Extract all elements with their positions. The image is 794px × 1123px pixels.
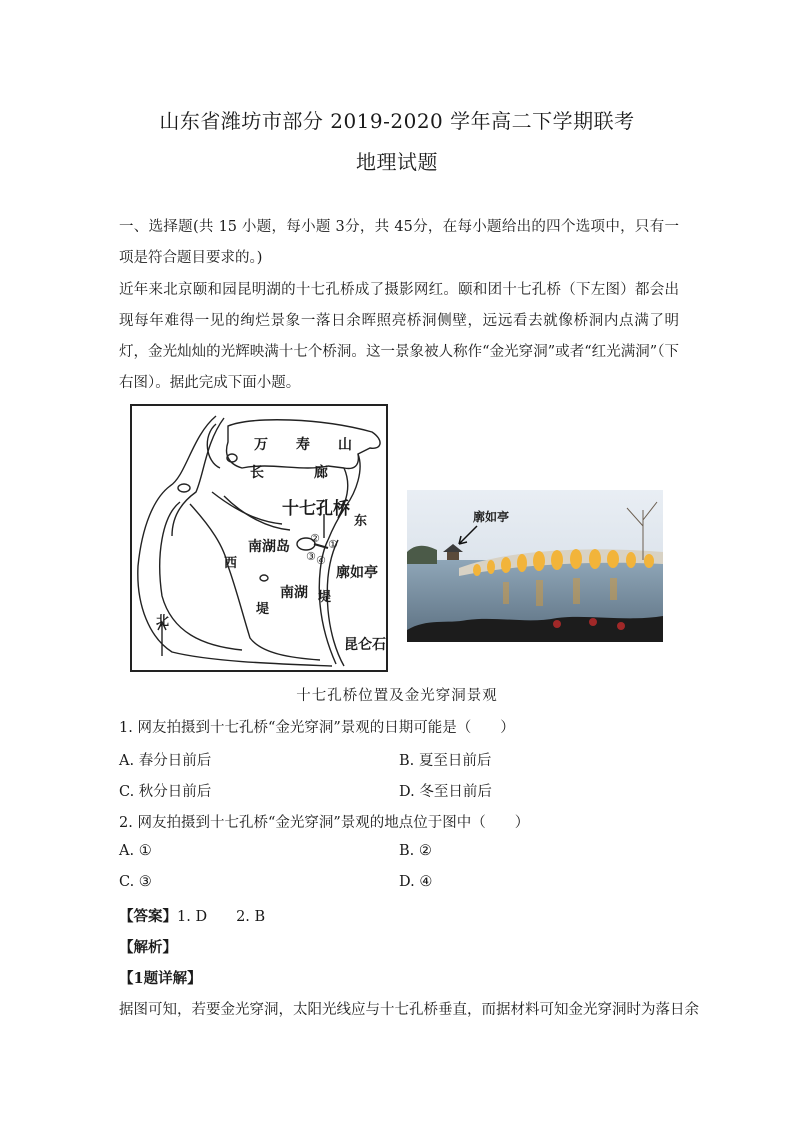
section-heading: 一、选择题(共 15 小题，每小题 3分，共 45分，在每小题给出的四个选项中，只有一项是符合题目要求的。) bbox=[119, 219, 679, 266]
answer-label: 【答案】 bbox=[119, 908, 177, 925]
page-title: 山东省潍坊市部分 2019-2020 学年高二下学期联考 bbox=[159, 109, 635, 133]
map-label-wan: 万 bbox=[254, 437, 268, 453]
bridge-photo-drawing bbox=[407, 490, 663, 642]
map-label-shou: 寿 bbox=[296, 437, 310, 453]
map-label-dong: 东 bbox=[354, 514, 368, 529]
north-label: 北 bbox=[156, 614, 170, 629]
question-1-option-d: D. 冬至日前后 bbox=[399, 784, 492, 800]
map-label-kunlunshi: 昆仑石 bbox=[344, 637, 386, 653]
question-1-option-c: C. 秋分日前后 bbox=[119, 784, 212, 800]
analysis-label: 【解析】 bbox=[119, 939, 177, 956]
intro-paragraph: 近年来北京颐和园昆明湖的十七孔桥成了摄影网红。颐和团十七孔桥（下左图）都会出现每年难得一见的绚烂景象一落日余晖照亮桥洞侧壁，远远看去就像桥洞内点满了明灯，金光灿灿的光辉映满十七个桥洞。这一景象被人称作“金光穿洞”或者“红光满洞”（下右图）。据此完成下面小题。 bbox=[119, 282, 679, 391]
marker-4: ④ bbox=[316, 554, 326, 567]
map-label-shan: 山 bbox=[338, 437, 352, 453]
marker-2: ② bbox=[310, 532, 320, 545]
map-label-nanhu: 南湖 bbox=[280, 585, 308, 601]
question-1-option-b: B. 夏至日前后 bbox=[399, 753, 492, 769]
question-2-option-d: D. ④ bbox=[399, 874, 433, 890]
question-2-option-b: B. ② bbox=[399, 843, 432, 859]
question-2-option-c: C. ③ bbox=[119, 874, 152, 890]
map-label-xi: 西 bbox=[224, 556, 238, 571]
figure-caption: 十七孔桥位置及金光穿洞景观 bbox=[296, 688, 498, 704]
analysis-sub-label: 【1题详解】 bbox=[119, 970, 202, 987]
question-2-option-a: A. ① bbox=[119, 843, 152, 859]
question-2-stem: 2. 网友拍摄到十七孔桥“金光穿洞”景观的地点位于图中（ ） bbox=[119, 815, 530, 831]
marker-3: ③ bbox=[306, 550, 316, 563]
analysis-text: 据图可知，若要金光穿洞，太阳光线应与十七孔桥垂直，而据材料可知金光穿洞时为落日余 bbox=[119, 1002, 699, 1018]
golden-light-photo bbox=[407, 490, 663, 642]
map-label-bridge: 十七孔桥 bbox=[282, 499, 350, 519]
map-label-nanhudao: 南湖岛 bbox=[248, 539, 290, 555]
answer-text: 1. D 2. B bbox=[177, 909, 266, 925]
map-label-di-west: 堤 bbox=[256, 602, 270, 617]
kunming-lake-map bbox=[130, 404, 388, 672]
map-label-kuoruting: 廓如亭 bbox=[336, 565, 378, 581]
question-1-option-a: A. 春分日前后 bbox=[119, 753, 212, 769]
marker-1: ① bbox=[328, 538, 338, 551]
map-label-chang: 长 bbox=[250, 465, 264, 481]
map-label-di-east: 堤 bbox=[318, 590, 332, 605]
question-1-stem: 1. 网友拍摄到十七孔桥“金光穿洞”景观的日期可能是（ ） bbox=[119, 720, 515, 736]
page-subtitle: 地理试题 bbox=[356, 150, 438, 174]
photo-label-kuoruting: 廓如亭 bbox=[473, 510, 510, 524]
answer-row bbox=[119, 905, 265, 926]
map-label-lang: 廊 bbox=[314, 465, 328, 481]
